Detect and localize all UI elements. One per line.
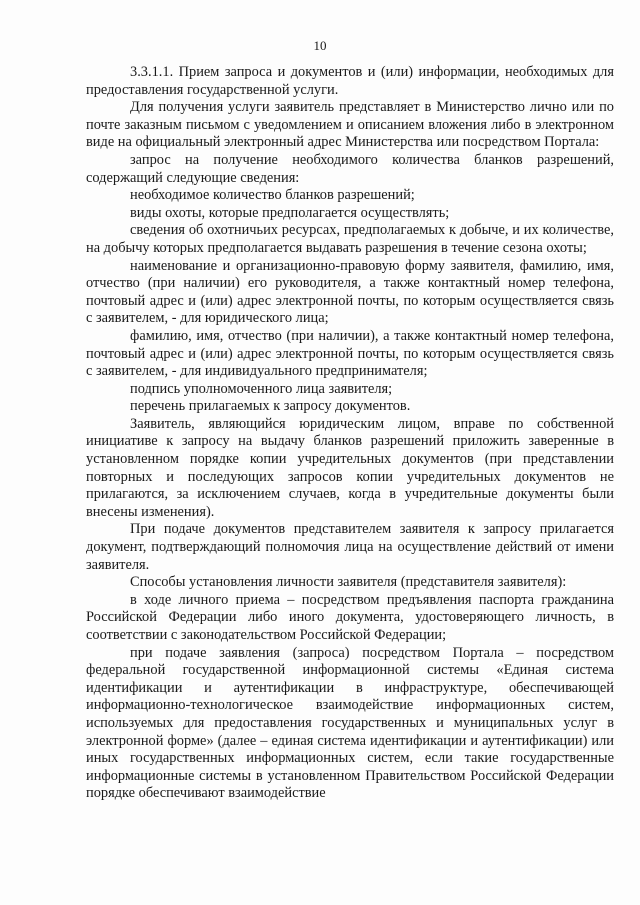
paragraph: Способы установления личности заявителя (представителя заявителя): <box>130 574 567 591</box>
list-item: виды охоты, которые предполагается осуществлять; <box>130 204 450 221</box>
section-heading-paragraph: 3.3.1.1. Прием запроса и документов и (или) информации, необходимых для предоставления государственной услуги. <box>86 64 614 98</box>
list-item: при подаче заявления (запроса) посредством Портала – посредством федеральной государственной информационной системы «Единая система идентификации и аутентификации в инфраструктуре, обеспечивающей информационно-технологическое взаимодействие информационных систем, используемых для предоставления государственных и муниципальных услуг в электронной форме» (далее – единая система идентификации и аутентификации) или иных государственных информационных систем, если такие государственные информационные системы в установленном Правительством Российской Федерации порядке обеспечивают взаимодействие <box>86 644 614 802</box>
list-item: перечень прилагаемых к запросу документов. <box>130 398 411 415</box>
paragraph: При подаче документов представителем заявителя к запросу прилагается документ, подтверждающий полномочия лица на осуществление действий от имени заявителя. <box>86 521 614 573</box>
page-number: 10 <box>313 38 327 53</box>
list-item: в ходе личного приема – посредством предъявления паспорта гражданина Российской Федерации либо иного документа, удостоверяющего личность, в соответствии с законодательством Российской Федерации; <box>86 591 614 643</box>
paragraph: запрос на получение необходимого количества бланков разрешений, содержащий следующие сведения: <box>86 151 614 186</box>
paragraph: Заявитель, являющийся юридическим лицом, вправе по собственной инициативе к запросу на выдачу бланков разрешений приложить заверенные в установленном порядке копии учредительных документов (при представлении повторных и последующих запросов копии учредительных документов не прилагаются, за исключением случаев, когда в учредительные документы были внесены изменения). <box>86 415 614 520</box>
list-item: сведения об охотничьих ресурсах, предполагаемых к добыче, и их количестве, на добычу которых предполагается выдавать разрешения в течение сезона охоты; <box>86 222 614 256</box>
list-item: подпись уполномоченного лица заявителя; <box>130 380 393 397</box>
list-item: наименование и организационно-правовую форму заявителя, фамилию, имя, отчество (при наличии) его руководителя, а также контактный номер телефона, почтовый адрес и (или) адрес электронной почты, по которым осуществляется связь с заявителем, - для юридического лица; <box>86 257 614 327</box>
list-item: необходимое количество бланков разрешений; <box>130 187 415 204</box>
list-item: фамилию, имя, отчество (при наличии), а также контактный номер телефона, почтовый адрес и (или) адрес электронной почты, по которым осуществляется связь с заявителем, - для индивидуального предпринимателя; <box>86 327 614 380</box>
document-body <box>86 64 614 803</box>
paragraph: Для получения услуги заявитель представляет в Министерство лично или по почте заказным письмом с уведомлением и описанием вложения либо в электронном виде на официальный электронный адрес Министерства или посредством Портала: <box>86 99 614 151</box>
